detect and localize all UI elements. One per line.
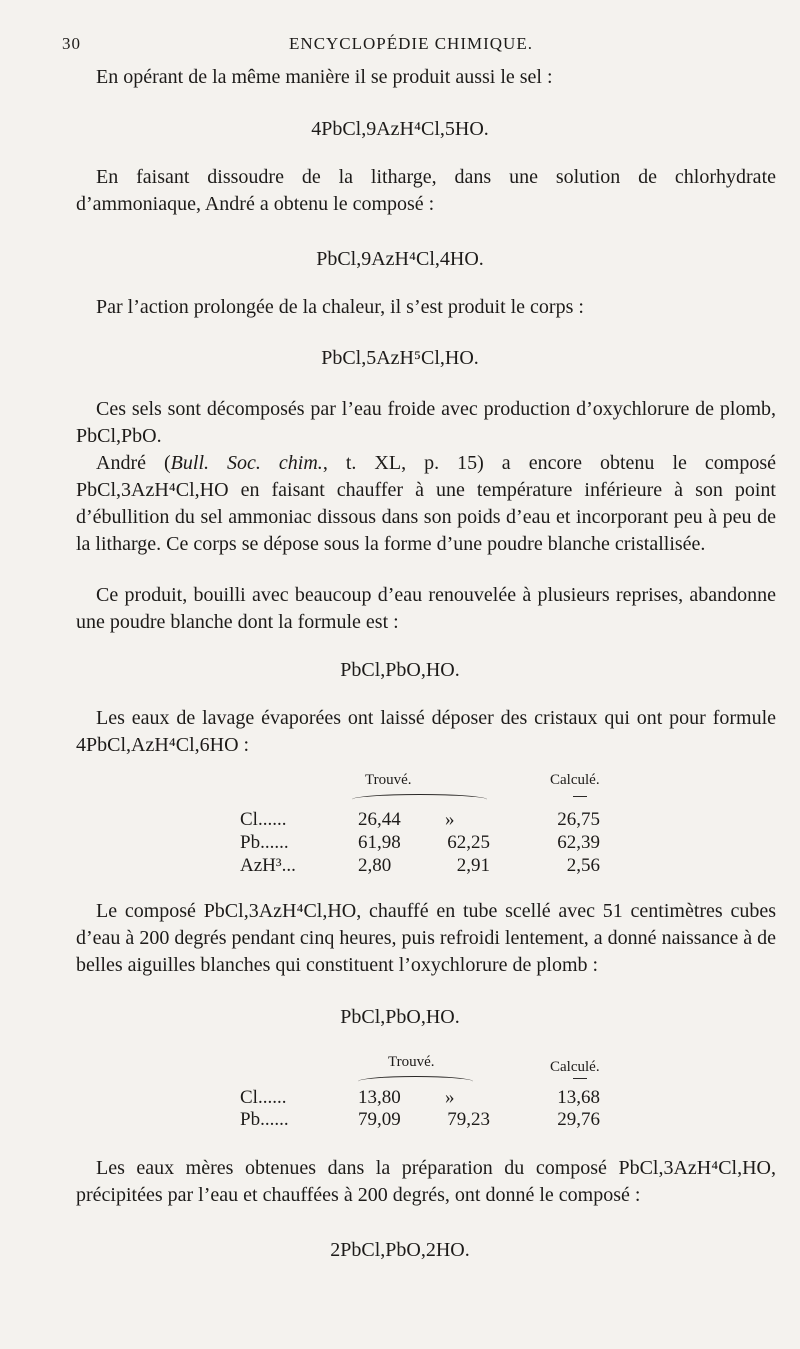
table-row [240, 1087, 620, 1110]
running-head: ENCYCLOPÉDIE CHIMIQUE. [289, 34, 533, 53]
element-label: Pb...... [240, 832, 289, 853]
element-label: AzH³... [240, 855, 296, 876]
page-header [62, 34, 760, 58]
table-row [240, 855, 620, 878]
found-brace [358, 1076, 473, 1087]
paragraph-1: En opérant de la même manière il se produit aussi le sel : [96, 66, 553, 88]
table-row [240, 1109, 620, 1132]
formula-6: 2PbCl,PbO,2HO. [330, 1239, 470, 1261]
calculated-value: 26,75 [557, 809, 600, 830]
paragraph-5 [76, 450, 776, 558]
element-label: Cl...... [240, 809, 287, 830]
formula-3: PbCl,5AzH⁵Cl,HO. [321, 347, 479, 369]
table-row [240, 832, 620, 855]
found-value: 13,80 [358, 1087, 401, 1108]
found-brace [352, 794, 487, 805]
paragraph-4: Ces sels sont décomposés par l’eau froide avec production d’oxychlorure de plomb, PbCl,PbO. [76, 398, 776, 447]
paragraph-8: Le composé PbCl,3AzH⁴Cl,HO, chauffé en tube scellé avec 51 centimètres cubes d’eau à 200 degrés pendant cinq heures, puis refroidi lentement, a donné naissance à de belles aiguilles blanches qui constituent l’oxychlorure de plomb : [76, 900, 776, 976]
table-row [240, 809, 620, 832]
found-value-2: » [445, 1087, 455, 1108]
paragraph-5-rest: , t. XL, p. 15) a encore obtenu le composé PbCl,3AzH⁴Cl,HO en faisant chauffer à une température inférieure à son point d’ébullition du sel ammoniac dissous dans son poids d’eau et incorporant peu à peu de la litharge. Ce corps se dépose sous la forme d’une poudre blanche cristallisée. [76, 452, 777, 555]
found-value-2: 79,23 [447, 1109, 490, 1130]
found-value: 61,98 [358, 832, 401, 853]
found-value: 79,09 [358, 1109, 401, 1130]
calc-dash [573, 1078, 587, 1079]
found-value: 26,44 [358, 809, 401, 830]
journal-reference: Bull. Soc. chim. [170, 452, 323, 474]
paragraph-6: Ce produit, bouilli avec beaucoup d’eau renouvelée à plusieurs reprises, abandonne une poudre blanche dont la formule est : [76, 584, 776, 633]
found-value-2: 2,91 [456, 855, 490, 876]
calculated-value: 62,39 [557, 832, 600, 853]
found-value-2: » [445, 809, 455, 830]
formula-5: PbCl,PbO,HO. [340, 1006, 460, 1028]
paragraph-7: Les eaux de lavage évaporées ont laissé déposer des cristaux qui ont pour formule 4PbCl,AzH⁴Cl,6HO : [76, 707, 776, 756]
found-value: 2,80 [358, 855, 392, 876]
element-label: Cl...... [240, 1087, 287, 1108]
paragraph-9: Les eaux mères obtenues dans la préparation du composé PbCl,3AzH⁴Cl,HO, précipitées par l’eau et chauffées à 200 degrés, ont donné le composé : [76, 1157, 776, 1206]
element-label: Pb...... [240, 1109, 289, 1130]
calculated-value: 2,56 [566, 855, 600, 876]
paragraph-2: En faisant dissoudre de la litharge, dans une solution de chlorhydrate d’ammoniaque, André a obtenu le composé : [76, 166, 776, 215]
found-header: Trouvé. [388, 1054, 435, 1070]
formula-2: PbCl,9AzH⁴Cl,4HO. [316, 248, 484, 270]
found-header: Trouvé. [365, 772, 412, 788]
found-value-2: 62,25 [447, 832, 490, 853]
paragraph-3: Par l’action prolongée de la chaleur, il s’est produit le corps : [96, 296, 584, 318]
formula-1: 4PbCl,9AzH⁴Cl,5HO. [311, 118, 489, 140]
page-number: 30 [62, 34, 81, 53]
paragraph-5-start: André ( [96, 452, 171, 474]
formula-4: PbCl,PbO,HO. [340, 659, 460, 681]
calc-dash [573, 796, 587, 797]
calc-header: Calculé. [550, 1059, 600, 1075]
calc-header: Calculé. [550, 772, 600, 788]
calculated-value: 29,76 [557, 1109, 600, 1130]
calculated-value: 13,68 [557, 1087, 600, 1108]
